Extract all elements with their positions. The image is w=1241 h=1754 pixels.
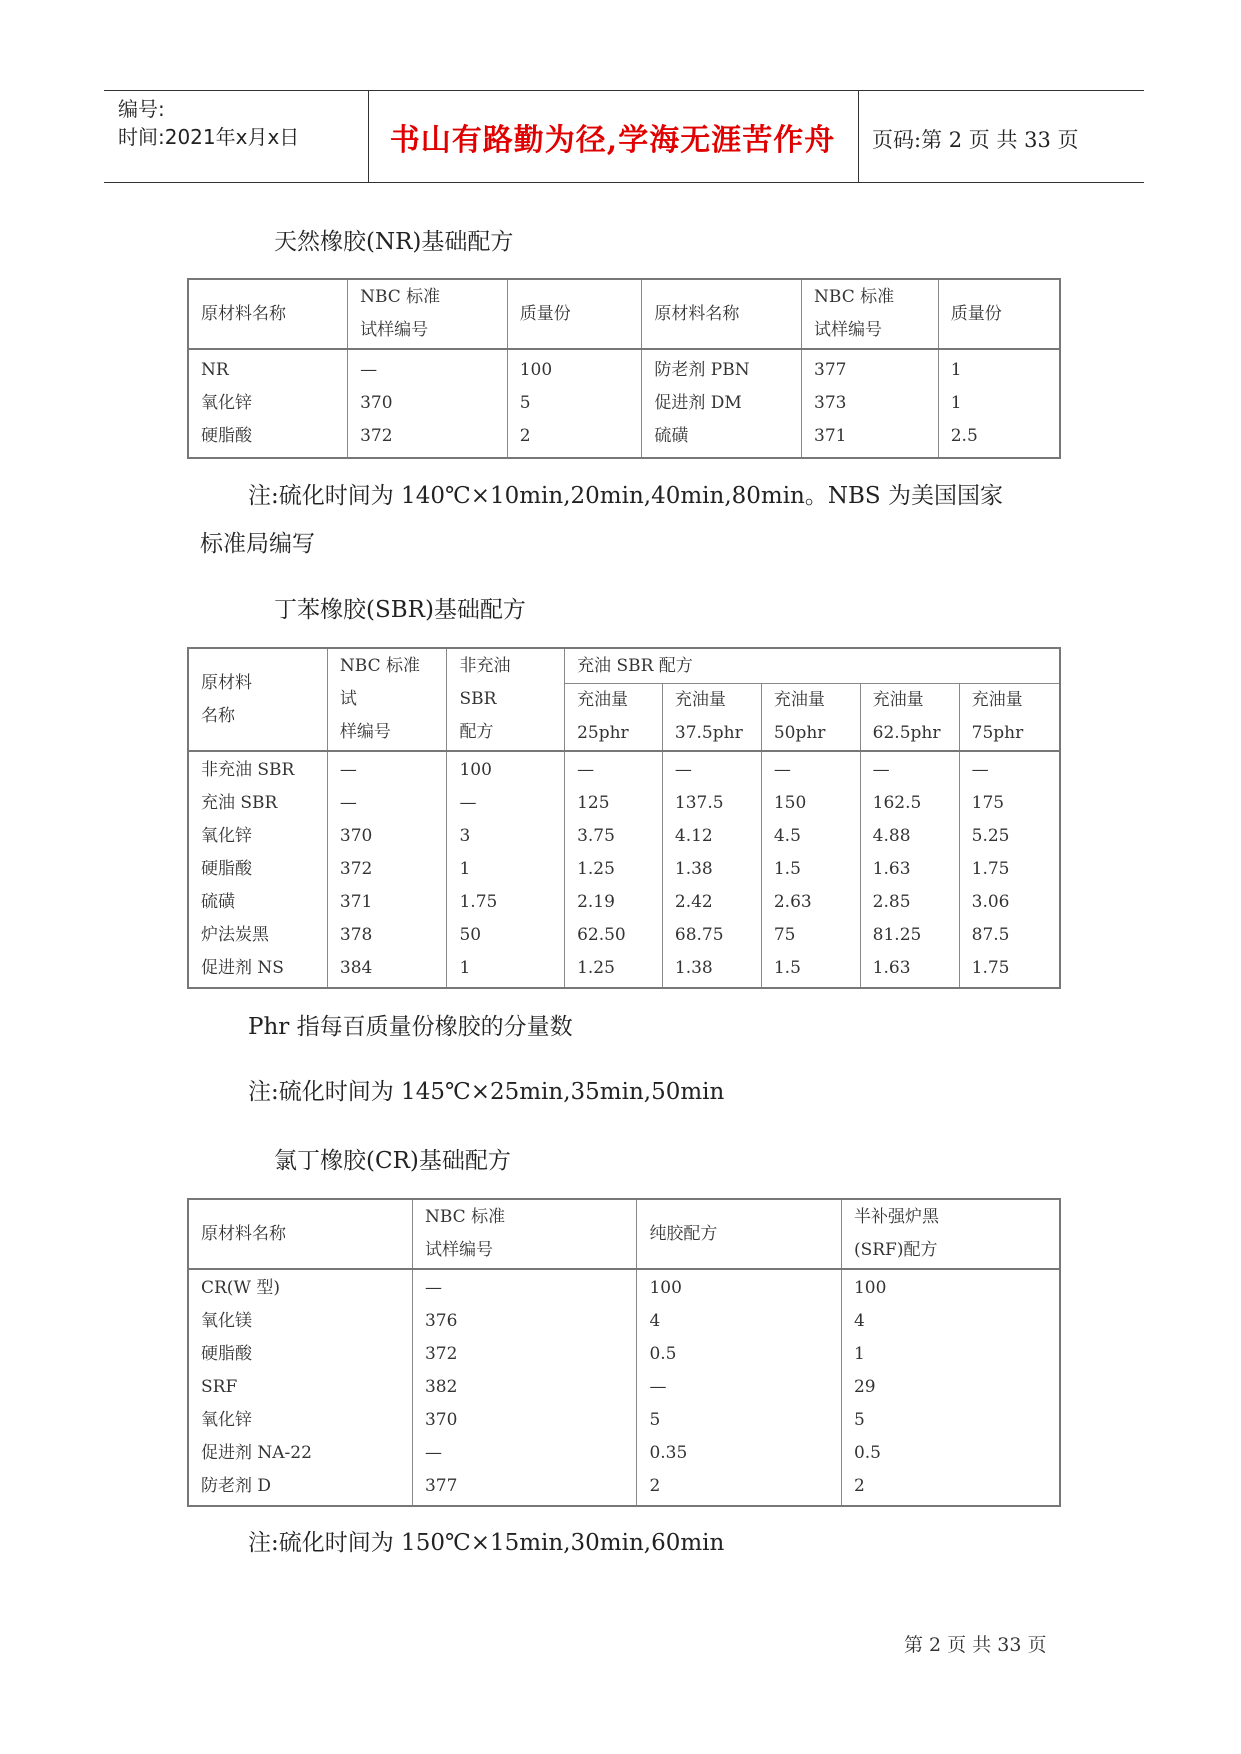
nr-table-header-row (188, 279, 1060, 349)
table-cell: 372 (339, 859, 373, 879)
table-cell: 3 (459, 826, 471, 846)
table-cell: 87.5 (971, 925, 1010, 945)
table-cell: 1 (853, 1344, 865, 1364)
cr-formula-table (187, 1198, 1061, 1507)
table-cell: 100 (649, 1278, 682, 1298)
table-cell: 1.63 (872, 859, 911, 879)
table-cell: 0.5 (853, 1443, 881, 1463)
table-cell: 硫磺 (201, 892, 235, 912)
table-cell: 2.85 (872, 892, 911, 912)
header-bottom-rule (104, 182, 1144, 183)
nr-header-parts-2: 质量份 (938, 279, 1060, 349)
table-cell: 2 (853, 1476, 865, 1496)
table-cell: 防老剂 D (201, 1476, 272, 1496)
cr-section-title: 氯丁橡胶(CR)基础配方 (274, 1148, 511, 1174)
sbr-header-nonoil-line1: 非充油 SBR (459, 656, 511, 709)
table-cell: 1 (459, 859, 471, 879)
nr-note-line1: 注:硫化时间为 140℃×10min,20min,40min,80min。NBS 为美国国家 (248, 483, 1003, 509)
header-divider-left (368, 90, 369, 182)
cr-table-body (188, 1269, 1060, 1506)
nr-section-title: 天然橡胶(NR)基础配方 (274, 229, 514, 255)
table-cell: 81.25 (872, 925, 922, 945)
table-cell: 硬脂酸 (201, 426, 252, 446)
sbr-header-oil-amount: 50phr (773, 723, 826, 743)
table-cell: 3.75 (577, 826, 615, 846)
nr-col-material (188, 349, 348, 458)
table-cell: 378 (339, 925, 373, 945)
table-cell: 371 (814, 426, 847, 446)
table-cell: — (649, 1377, 667, 1397)
sbr-header-oil-amount: 37.5phr (674, 723, 743, 743)
header-divider-right (858, 90, 859, 182)
header-motto: 书山有路勤为径,学海无涯苦作舟 (389, 123, 836, 158)
table-cell: 377 (814, 360, 847, 380)
sbr-formula-table (187, 647, 1061, 989)
sbr-header-oil-label: 充油量 (773, 690, 825, 710)
table-cell: 1.25 (577, 958, 615, 978)
table-cell: 1.75 (971, 859, 1010, 879)
table-cell: 3.06 (971, 892, 1010, 912)
table-cell: 100 (519, 360, 553, 380)
table-cell: 377 (424, 1476, 458, 1496)
table-cell: 5 (649, 1410, 661, 1430)
nr-header-nbc2-line2: 试样编号 (814, 320, 883, 340)
table-cell: 162.5 (872, 793, 922, 813)
document-time-label: 时间:2021年x月x日 (118, 125, 300, 149)
table-cell: — (674, 760, 692, 780)
table-cell: 150 (773, 793, 807, 813)
table-cell: — (971, 760, 989, 780)
sbr-note: 注:硫化时间为 145℃×25min,35min,50min (248, 1079, 725, 1105)
header-page-indicator: 页码:第 2 页 共 33 页 (872, 128, 1079, 152)
sbr-header-oil-amount: 62.5phr (872, 723, 941, 743)
cr-header-srf-line2: (SRF)配方 (853, 1240, 938, 1260)
sbr-header-oil-label: 充油量 (577, 690, 629, 710)
table-cell: 防老剂 PBN (654, 360, 750, 380)
nr-col-parts (507, 349, 642, 458)
sbr-header-oil-label: 充油量 (872, 690, 924, 710)
cr-header-nbc-line1: NBC 标准 (424, 1207, 506, 1227)
table-cell: 2.63 (773, 892, 812, 912)
sbr-header-nbc-line2: 样编号 (339, 722, 391, 742)
cr-header-nbc (412, 1199, 636, 1269)
sbr-header-oil-50 (761, 684, 860, 752)
table-cell: 5 (853, 1410, 865, 1430)
table-cell: 促进剂 NA-22 (201, 1443, 312, 1463)
table-cell: 1.63 (872, 958, 911, 978)
cr-col-pure (637, 1269, 842, 1506)
sbr-header-nonoil (447, 648, 565, 751)
table-cell: 促进剂 DM (654, 393, 742, 413)
nr-header-nbc-line2: 试样编号 (360, 320, 429, 340)
sbr-col-oil-75 (959, 751, 1060, 988)
table-cell: 100 (853, 1278, 887, 1298)
table-cell: — (577, 760, 595, 780)
table-cell: 372 (424, 1344, 458, 1364)
cr-header-pure: 纯胶配方 (637, 1199, 842, 1269)
table-cell: 1 (459, 958, 471, 978)
sbr-header-oil-label: 充油量 (674, 690, 726, 710)
table-cell: 4.5 (773, 826, 801, 846)
table-cell: CR(W 型) (201, 1278, 280, 1298)
table-cell: NR (201, 360, 229, 380)
table-cell: 硫磺 (654, 426, 689, 446)
sbr-header-row-1 (188, 648, 1060, 684)
table-cell: 5 (519, 393, 531, 413)
sbr-col-oil-25 (565, 751, 663, 988)
table-cell: 5.25 (971, 826, 1010, 846)
sbr-section-title: 丁苯橡胶(SBR)基础配方 (274, 597, 526, 623)
table-cell: — (339, 760, 357, 780)
cr-col-material (188, 1269, 412, 1506)
sbr-col-nbc (327, 751, 447, 988)
table-cell: 氧化镁 (201, 1311, 252, 1331)
table-cell: 硬脂酸 (201, 1344, 252, 1364)
nr-header-material: 原材料名称 (188, 279, 348, 349)
table-cell: 硬脂酸 (201, 859, 252, 879)
cr-note: 注:硫化时间为 150℃×15min,30min,60min (248, 1530, 725, 1556)
sbr-header-material-line2: 名称 (201, 705, 235, 726)
nr-header-material-2: 原材料名称 (642, 279, 802, 349)
table-cell: 氧化锌 (201, 393, 252, 413)
table-cell: — (872, 760, 890, 780)
table-cell: 62.50 (577, 925, 626, 945)
table-cell: — (339, 793, 357, 813)
table-cell: 1.75 (971, 958, 1010, 978)
nr-header-nbc-line1: NBC 标准 (360, 287, 441, 307)
table-cell: — (424, 1443, 442, 1463)
nr-header-nbc-2 (802, 279, 939, 349)
table-cell: 68.75 (674, 925, 724, 945)
table-cell: 371 (339, 892, 373, 912)
table-cell: 4 (853, 1311, 865, 1331)
table-cell: 2.19 (577, 892, 615, 912)
sbr-header-nbc (327, 648, 447, 751)
table-cell: 4.88 (872, 826, 911, 846)
table-cell: 29 (853, 1377, 876, 1397)
cr-header-srf-line1: 半补强炉黑 (853, 1207, 939, 1227)
table-cell: 充油 SBR (201, 793, 278, 813)
nr-header-nbc2-line1: NBC 标准 (814, 287, 895, 307)
table-cell: 137.5 (674, 793, 724, 813)
table-cell: SRF (201, 1377, 238, 1397)
table-cell: — (459, 793, 477, 813)
table-cell: 2 (649, 1476, 661, 1496)
sbr-header-oil-37-5 (662, 684, 761, 752)
table-cell: 0.35 (649, 1443, 688, 1463)
sbr-header-oil-amount: 25phr (577, 723, 629, 743)
sbr-phr-note: Phr 指每百质量份橡胶的分量数 (248, 1014, 573, 1040)
table-cell: 1.38 (674, 859, 713, 879)
sbr-col-oil-37-5 (662, 751, 761, 988)
table-cell: 373 (814, 393, 847, 413)
table-cell: 376 (424, 1311, 458, 1331)
table-cell: 125 (577, 793, 610, 813)
nr-header-nbc (348, 279, 508, 349)
nr-col-material-2 (642, 349, 802, 458)
nr-note-line2: 标准局编写 (200, 531, 315, 557)
table-cell: — (773, 760, 791, 780)
cr-header-material: 原材料名称 (188, 1199, 412, 1269)
table-cell: 2 (519, 426, 531, 446)
table-cell: 370 (424, 1410, 458, 1430)
table-cell: 372 (360, 426, 393, 446)
nr-formula-table (187, 278, 1061, 459)
table-cell: 384 (339, 958, 373, 978)
cr-header-srf (841, 1199, 1060, 1269)
table-cell: 175 (971, 793, 1005, 813)
table-cell: — (424, 1278, 442, 1298)
table-cell: 氧化锌 (201, 826, 252, 846)
table-cell: 0.5 (649, 1344, 677, 1364)
table-cell: 1.25 (577, 859, 615, 879)
table-cell: 370 (360, 393, 393, 413)
table-cell: 1 (950, 360, 962, 380)
sbr-col-oil-50 (761, 751, 860, 988)
cr-col-srf (841, 1269, 1060, 1506)
document-number-label: 编号: (118, 97, 165, 121)
table-cell: 1.5 (773, 958, 801, 978)
sbr-col-nonoil (447, 751, 565, 988)
sbr-header-oil-25 (565, 684, 663, 752)
table-cell: 50 (459, 925, 482, 945)
sbr-header-oil-label: 充油量 (971, 690, 1023, 710)
table-cell: 100 (459, 760, 492, 780)
table-cell: 2.5 (950, 426, 978, 446)
table-cell: 氧化锌 (201, 1410, 252, 1430)
sbr-header-nbc-line1: NBC 标准试 (339, 656, 421, 709)
sbr-header-material (188, 648, 327, 751)
table-cell: 370 (339, 826, 373, 846)
cr-col-nbc (412, 1269, 636, 1506)
table-cell: — (360, 360, 378, 380)
table-cell: 1 (950, 393, 962, 413)
cr-table-header-row (188, 1199, 1060, 1269)
sbr-col-oil-62-5 (860, 751, 959, 988)
sbr-header-oil-group: 充油 SBR 配方 (565, 648, 1060, 684)
nr-table-body (188, 349, 1060, 458)
sbr-header-oil-62-5 (860, 684, 959, 752)
sbr-col-material (188, 751, 327, 988)
table-cell: 1.75 (459, 892, 498, 912)
table-cell: 2.42 (674, 892, 713, 912)
table-cell: 炉法炭黑 (201, 925, 269, 945)
nr-col-nbc (348, 349, 508, 458)
table-cell: 75 (773, 925, 796, 945)
table-cell: 促进剂 NS (201, 958, 284, 978)
table-cell: 382 (424, 1377, 458, 1397)
sbr-header-material-line1: 原材料 (201, 672, 252, 693)
table-cell: 4 (649, 1311, 661, 1331)
table-cell: 1.38 (674, 958, 713, 978)
nr-header-parts: 质量份 (507, 279, 642, 349)
table-cell: 非充油 SBR (201, 760, 295, 780)
nr-col-nbc-2 (802, 349, 939, 458)
nr-col-parts-2 (938, 349, 1060, 458)
cr-header-nbc-line2: 试样编号 (424, 1240, 493, 1260)
sbr-table-body (188, 751, 1060, 988)
table-cell: 1.5 (773, 859, 801, 879)
sbr-header-nonoil-line2: 配方 (459, 722, 494, 742)
header-top-rule (104, 90, 1144, 91)
sbr-header-oil-amount: 75phr (971, 723, 1024, 743)
footer-page-number: 第 2 页 共 33 页 (904, 1634, 1047, 1656)
table-cell: 4.12 (674, 826, 713, 846)
sbr-header-oil-75 (959, 684, 1060, 752)
